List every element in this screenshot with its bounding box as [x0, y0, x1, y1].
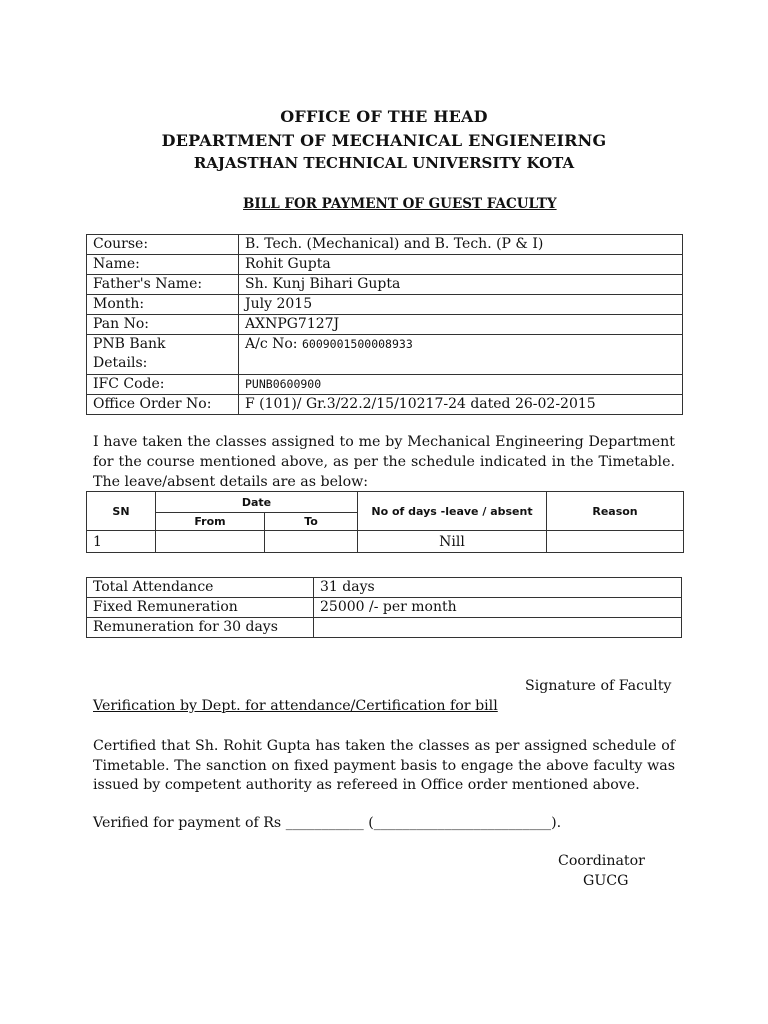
bank-account: 6009001500008933 [301, 337, 413, 351]
verified-line: Verified for payment of Rs ___________ (_________________________). [93, 815, 562, 831]
name-label: Name: [87, 255, 239, 275]
date-header: Date [156, 492, 358, 513]
bank-value [239, 335, 683, 375]
bill-title: BILL FOR PAYMENT OF GUEST FACULTY [243, 196, 557, 212]
father-label: Father's Name: [87, 275, 239, 295]
to-cell [265, 531, 358, 553]
month-value: July 2015 [239, 295, 683, 315]
table-row [87, 531, 684, 553]
fixed-label: Fixed Remuneration [87, 598, 314, 618]
name-value: Rohit Gupta [239, 255, 683, 275]
table-row [87, 598, 682, 618]
certified-paragraph: Certified that Sh. Rohit Gupta has taken the classes as per assigned schedule of Timetable. The sanction on fixed payment basis to engage the above faculty was issued by competent authority as refereed in Office order mentioned above. [93, 738, 675, 793]
bank-label [87, 335, 239, 375]
totals-table [86, 577, 682, 638]
days-cell: Nill [358, 531, 547, 553]
rem30-label: Remuneration for 30 days [87, 618, 314, 638]
table-row [87, 275, 683, 295]
table-row [87, 255, 683, 275]
ifc-cell [239, 375, 683, 395]
table-row [87, 235, 683, 255]
faculty-info-table [86, 234, 683, 415]
ifc-value: PUNB0600900 [245, 377, 322, 391]
pan-label: Pan No: [87, 315, 239, 335]
from-header: From [156, 513, 265, 531]
table-row [87, 335, 683, 375]
table-row [87, 395, 683, 415]
month-label: Month: [87, 295, 239, 315]
attendance-value: 31 days [314, 578, 682, 598]
ifc-label: IFC Code: [87, 375, 239, 395]
leave-header-row [87, 492, 684, 513]
table-row [87, 315, 683, 335]
rem30-value [314, 618, 682, 638]
department-title: DEPARTMENT OF MECHANICAL ENGIENEIRNG [161, 131, 607, 150]
order-label: Office Order No: [87, 395, 239, 415]
table-row [87, 375, 683, 395]
reason-cell [547, 531, 684, 553]
table-row [87, 295, 683, 315]
pan-value: AXNPG7127J [239, 315, 683, 335]
verification-heading: Verification by Dept. for attendance/Certification for bill [93, 698, 498, 714]
course-value: B. Tech. (Mechanical) and B. Tech. (P & I) [239, 235, 683, 255]
university-title: RAJASTHAN TECHNICAL UNIVERSITY KOTA [193, 154, 575, 172]
table-row [87, 618, 682, 638]
coordinator-org: GUCG [583, 873, 629, 889]
reason-header: Reason [547, 492, 684, 531]
table-row [87, 578, 682, 598]
sn-header: SN [87, 492, 156, 531]
bank-label-line1: PNB Bank [93, 336, 166, 352]
sn-cell: 1 [87, 531, 156, 553]
bank-label-line2: Details: [93, 355, 148, 371]
to-header: To [265, 513, 358, 531]
order-value: F (101)/ Gr.3/22.2/15/10217-24 dated 26-02-2015 [239, 395, 683, 415]
fixed-value: 25000 /- per month [314, 598, 682, 618]
father-value: Sh. Kunj Bihari Gupta [239, 275, 683, 295]
days-header: No of days -leave / absent [358, 492, 547, 531]
coordinator-label: Coordinator [558, 853, 645, 869]
leave-table [86, 491, 684, 553]
intro-paragraph: I have taken the classes assigned to me by Mechanical Engineering Department for the course mentioned above, as per the schedule indicated in the Timetable. The leave/absent details are as below: [93, 434, 675, 490]
office-title: OFFICE OF THE HEAD [280, 107, 488, 126]
course-label: Course: [87, 235, 239, 255]
attendance-label: Total Attendance [87, 578, 314, 598]
from-cell [156, 531, 265, 553]
faculty-signature-label: Signature of Faculty [525, 678, 672, 694]
bank-prefix: A/c No: [245, 336, 302, 352]
